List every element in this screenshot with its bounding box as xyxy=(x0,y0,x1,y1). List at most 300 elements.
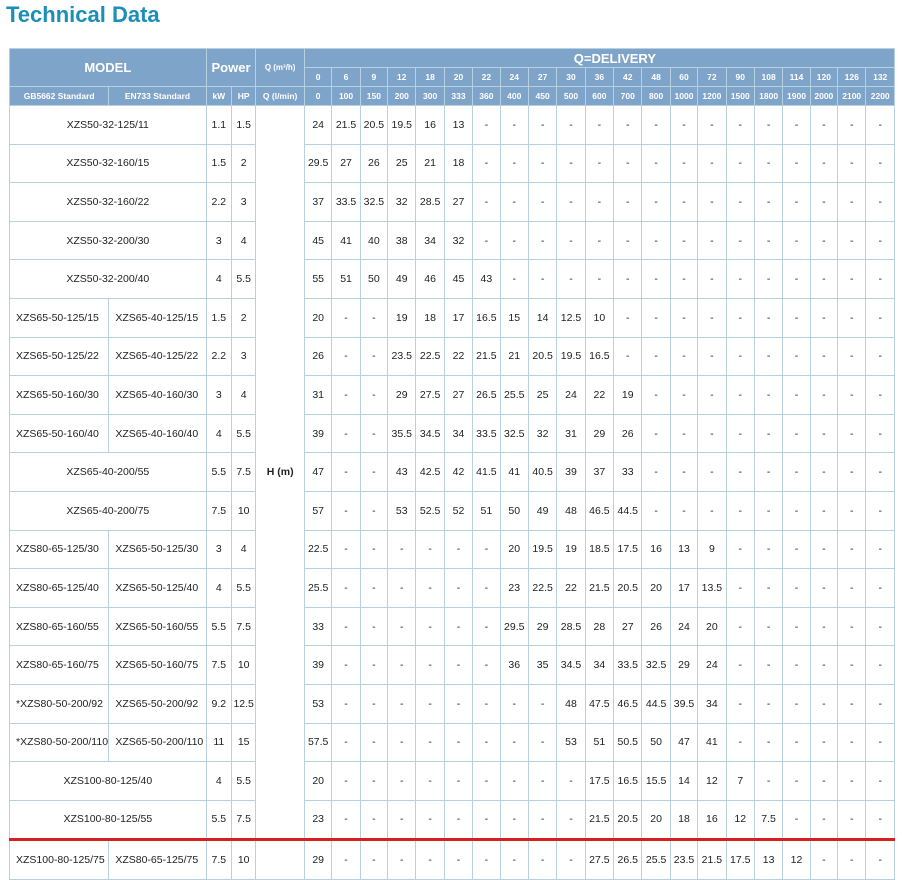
page-title: Technical Data xyxy=(6,2,160,27)
head-value-cell: - xyxy=(838,646,866,685)
head-value-cell: 20 xyxy=(642,569,670,608)
head-value-cell: 10 xyxy=(585,298,613,337)
head-value-cell: 20 xyxy=(698,607,726,646)
head-value-cell: 27.5 xyxy=(416,376,444,415)
head-value-cell: - xyxy=(528,800,556,840)
head-value-cell: - xyxy=(444,607,472,646)
head-value-cell: - xyxy=(670,491,697,530)
model-gb-cell: XZS65-50-125/15 xyxy=(10,298,109,337)
flow-lmin-row xyxy=(10,87,895,106)
head-value-cell: - xyxy=(585,221,613,260)
head-value-cell: - xyxy=(444,530,472,569)
header-q-delivery: Q=DELIVERY xyxy=(304,49,894,68)
head-value-cell: - xyxy=(332,607,360,646)
head-value-cell: 24 xyxy=(304,106,331,145)
head-value-cell: 46.5 xyxy=(585,491,613,530)
head-value-cell: - xyxy=(783,569,810,608)
model-en-cell: XZS65-40-125/15 xyxy=(109,298,206,337)
head-value-cell: - xyxy=(528,762,556,801)
flow-lmin-cell: 1800 xyxy=(754,87,782,106)
head-value-cell: 27 xyxy=(332,144,360,183)
head-value-cell: 29 xyxy=(528,607,556,646)
head-value-cell: - xyxy=(557,762,585,801)
head-value-cell: 21.5 xyxy=(473,337,500,376)
table-row xyxy=(10,106,895,145)
head-value-cell: - xyxy=(698,260,726,299)
head-value-cell: - xyxy=(810,840,837,880)
power-kw-cell: 11 xyxy=(206,723,231,762)
head-value-cell: - xyxy=(528,723,556,762)
power-kw-cell: 7.5 xyxy=(206,491,231,530)
model-gb-cell: *XZS80-50-200/92 xyxy=(10,684,109,723)
flow-lmin-cell: 450 xyxy=(528,87,556,106)
head-value-cell: - xyxy=(726,491,754,530)
model-gb-cell: XZS100-80-125/75 xyxy=(10,840,109,880)
head-value-cell: - xyxy=(698,183,726,222)
head-value-cell: - xyxy=(473,762,500,801)
flow-m3h-cell: 48 xyxy=(642,68,670,87)
power-kw-cell: 3 xyxy=(206,530,231,569)
head-value-cell: - xyxy=(585,106,613,145)
head-value-cell: - xyxy=(838,762,866,801)
head-value-cell: - xyxy=(473,569,500,608)
head-value-cell: 29 xyxy=(670,646,697,685)
head-value-cell: - xyxy=(670,183,697,222)
table-row xyxy=(10,260,895,299)
head-value-cell: 22 xyxy=(585,376,613,415)
head-value-cell: - xyxy=(754,183,782,222)
head-value-cell: - xyxy=(528,684,556,723)
head-value-cell: - xyxy=(642,414,670,453)
head-value-cell: - xyxy=(866,298,895,337)
head-value-cell: 35 xyxy=(528,646,556,685)
head-value-cell: - xyxy=(332,453,360,492)
head-value-cell: - xyxy=(473,646,500,685)
head-value-cell: - xyxy=(332,298,360,337)
model-gb-cell: XZS80-65-125/30 xyxy=(10,530,109,569)
power-hp-cell: 7.5 xyxy=(231,800,255,840)
head-value-cell: - xyxy=(473,607,500,646)
head-value-cell: 21.5 xyxy=(585,800,613,840)
flow-lmin-cell: 360 xyxy=(473,87,500,106)
head-value-cell: 27 xyxy=(444,183,472,222)
head-value-cell: 28.5 xyxy=(557,607,585,646)
table-row xyxy=(10,414,895,453)
head-value-cell: 33.5 xyxy=(332,183,360,222)
head-value-cell: - xyxy=(332,414,360,453)
head-value-cell: - xyxy=(614,106,642,145)
head-value-cell: - xyxy=(783,491,810,530)
head-value-cell: 34.5 xyxy=(557,646,585,685)
head-value-cell: 32 xyxy=(528,414,556,453)
head-value-cell: 29 xyxy=(304,840,331,880)
head-value-cell: - xyxy=(528,221,556,260)
head-value-cell: - xyxy=(500,106,528,145)
head-value-cell: - xyxy=(838,144,866,183)
head-value-cell: - xyxy=(810,800,837,840)
flow-lmin-cell: 200 xyxy=(388,87,416,106)
power-hp-cell: 12.5 xyxy=(231,684,255,723)
head-value-cell: 23 xyxy=(500,569,528,608)
model-gb-cell: XZS50-32-125/11 xyxy=(10,106,207,145)
head-value-cell: 55 xyxy=(304,260,331,299)
head-value-cell: 7.5 xyxy=(754,800,782,840)
head-value-cell: 44.5 xyxy=(642,684,670,723)
model-gb-cell: XZS65-40-200/75 xyxy=(10,491,207,530)
head-value-cell: - xyxy=(332,684,360,723)
head-value-cell: 53 xyxy=(304,684,331,723)
head-value-cell: 50 xyxy=(500,491,528,530)
head-value-cell: - xyxy=(866,106,895,145)
head-value-cell: 18 xyxy=(444,144,472,183)
flow-m3h-cell: 90 xyxy=(726,68,754,87)
head-value-cell: 28.5 xyxy=(416,183,444,222)
head-value-cell: - xyxy=(783,646,810,685)
head-value-cell: 38 xyxy=(388,221,416,260)
power-kw-cell: 4 xyxy=(206,260,231,299)
head-value-cell: - xyxy=(754,607,782,646)
head-value-cell: 40 xyxy=(360,221,387,260)
header-en-standard: EN733 Standard xyxy=(109,87,206,106)
head-value-cell: 26 xyxy=(642,607,670,646)
head-value-cell: 19.5 xyxy=(388,106,416,145)
head-value-cell: 20.5 xyxy=(614,800,642,840)
flow-m3h-cell: 9 xyxy=(360,68,387,87)
head-value-cell: - xyxy=(783,800,810,840)
head-value-cell: - xyxy=(726,298,754,337)
head-value-cell: - xyxy=(500,183,528,222)
head-value-cell: - xyxy=(557,106,585,145)
head-value-cell: - xyxy=(698,298,726,337)
flow-m3h-cell: 18 xyxy=(416,68,444,87)
head-value-cell: 43 xyxy=(388,453,416,492)
power-kw-cell: 5.5 xyxy=(206,800,231,840)
flow-m3h-cell: 72 xyxy=(698,68,726,87)
table-body xyxy=(10,106,895,880)
head-value-cell: - xyxy=(670,106,697,145)
head-value-cell: 21.5 xyxy=(698,840,726,880)
head-value-cell: - xyxy=(726,569,754,608)
technical-data-table xyxy=(9,48,895,880)
head-value-cell: - xyxy=(726,337,754,376)
head-value-cell: - xyxy=(614,221,642,260)
head-value-cell: - xyxy=(838,221,866,260)
head-value-cell: - xyxy=(698,491,726,530)
head-value-cell: 18.5 xyxy=(585,530,613,569)
head-value-cell: - xyxy=(473,684,500,723)
table-row xyxy=(10,530,895,569)
head-value-cell: 25.5 xyxy=(500,376,528,415)
table-row xyxy=(10,298,895,337)
table-row xyxy=(10,607,895,646)
head-value-cell: 23 xyxy=(304,800,331,840)
head-value-cell: - xyxy=(557,840,585,880)
head-value-cell: 26 xyxy=(614,414,642,453)
head-value-cell: - xyxy=(360,414,387,453)
head-value-cell: 22.5 xyxy=(304,530,331,569)
head-value-cell: - xyxy=(500,144,528,183)
head-value-cell: 20 xyxy=(304,762,331,801)
head-value-cell: - xyxy=(838,684,866,723)
flow-m3h-cell: 6 xyxy=(332,68,360,87)
head-value-cell: - xyxy=(810,530,837,569)
head-value-cell: 15 xyxy=(500,298,528,337)
head-value-cell: - xyxy=(810,106,837,145)
power-kw-cell: 4 xyxy=(206,762,231,801)
power-hp-cell: 3 xyxy=(231,337,255,376)
head-value-cell: - xyxy=(810,607,837,646)
head-value-cell: - xyxy=(783,530,810,569)
head-value-cell: - xyxy=(726,376,754,415)
head-value-cell: - xyxy=(670,337,697,376)
head-value-cell: - xyxy=(416,840,444,880)
head-value-cell: - xyxy=(810,646,837,685)
head-value-cell: - xyxy=(866,453,895,492)
head-value-cell: - xyxy=(473,183,500,222)
model-gb-cell: XZS50-32-160/15 xyxy=(10,144,207,183)
head-value-cell: - xyxy=(388,684,416,723)
model-en-cell: XZS65-50-125/40 xyxy=(109,569,206,608)
flow-lmin-cell: 600 xyxy=(585,87,613,106)
power-kw-cell: 1.5 xyxy=(206,298,231,337)
head-value-cell: - xyxy=(500,723,528,762)
head-value-cell: 50 xyxy=(360,260,387,299)
flow-lmin-cell: 0 xyxy=(304,87,331,106)
power-kw-cell: 1.5 xyxy=(206,144,231,183)
head-value-cell: - xyxy=(810,260,837,299)
head-value-cell: - xyxy=(783,414,810,453)
head-value-cell: - xyxy=(614,298,642,337)
head-value-cell: - xyxy=(360,800,387,840)
head-value-cell: - xyxy=(726,221,754,260)
head-value-cell: - xyxy=(754,491,782,530)
head-value-cell: 39.5 xyxy=(670,684,697,723)
head-value-cell: - xyxy=(557,144,585,183)
power-kw-cell: 3 xyxy=(206,376,231,415)
head-value-cell: - xyxy=(726,607,754,646)
flow-lmin-cell: 500 xyxy=(557,87,585,106)
head-value-cell: - xyxy=(473,800,500,840)
head-value-cell: - xyxy=(810,144,837,183)
head-value-cell: - xyxy=(332,337,360,376)
head-value-cell: 17 xyxy=(670,569,697,608)
head-value-cell: - xyxy=(670,376,697,415)
head-value-cell: - xyxy=(698,337,726,376)
head-value-cell: 34 xyxy=(698,684,726,723)
flow-m3h-cell: 30 xyxy=(557,68,585,87)
head-value-cell: 13.5 xyxy=(698,569,726,608)
head-value-cell: 22.5 xyxy=(528,569,556,608)
head-value-cell: 41 xyxy=(500,453,528,492)
head-value-cell: 32.5 xyxy=(500,414,528,453)
head-value-cell: 35.5 xyxy=(388,414,416,453)
head-value-cell: - xyxy=(332,800,360,840)
head-value-cell: 24 xyxy=(698,646,726,685)
head-value-cell: 17.5 xyxy=(726,840,754,880)
head-value-cell: 36 xyxy=(500,646,528,685)
head-value-cell: - xyxy=(838,800,866,840)
model-gb-cell: XZS50-32-160/22 xyxy=(10,183,207,222)
head-value-cell: - xyxy=(726,453,754,492)
flow-lmin-cell: 800 xyxy=(642,87,670,106)
flow-m3h-cell: 126 xyxy=(838,68,866,87)
flow-m3h-cell: 108 xyxy=(754,68,782,87)
head-value-cell: 34.5 xyxy=(416,414,444,453)
head-value-cell: - xyxy=(866,183,895,222)
head-value-cell: 22 xyxy=(444,337,472,376)
head-value-cell: - xyxy=(416,646,444,685)
head-value-cell: 48 xyxy=(557,684,585,723)
power-kw-cell: 3 xyxy=(206,221,231,260)
head-value-cell: 19 xyxy=(557,530,585,569)
head-value-cell: 46 xyxy=(416,260,444,299)
head-value-cell: - xyxy=(810,221,837,260)
head-value-cell: 25 xyxy=(388,144,416,183)
head-value-cell: - xyxy=(388,840,416,880)
head-value-cell: - xyxy=(642,298,670,337)
head-value-cell: - xyxy=(642,376,670,415)
head-value-cell: - xyxy=(810,684,837,723)
head-value-cell: - xyxy=(642,183,670,222)
head-value-cell: - xyxy=(500,221,528,260)
head-value-cell: - xyxy=(473,530,500,569)
head-value-cell: - xyxy=(332,530,360,569)
head-value-cell: - xyxy=(838,723,866,762)
head-value-cell: 33.5 xyxy=(614,646,642,685)
power-hp-cell: 2 xyxy=(231,144,255,183)
head-value-cell: 41 xyxy=(332,221,360,260)
head-value-cell: 49 xyxy=(388,260,416,299)
head-value-cell: 34 xyxy=(585,646,613,685)
head-value-cell: 51 xyxy=(473,491,500,530)
head-value-cell: - xyxy=(444,800,472,840)
head-value-cell: - xyxy=(388,762,416,801)
head-value-cell: - xyxy=(642,221,670,260)
head-value-cell: - xyxy=(754,723,782,762)
head-value-cell: 41.5 xyxy=(473,453,500,492)
head-value-cell: - xyxy=(416,762,444,801)
table-row xyxy=(10,840,895,880)
head-value-cell: - xyxy=(360,298,387,337)
head-value-cell: - xyxy=(726,646,754,685)
head-value-cell: 7 xyxy=(726,762,754,801)
head-value-cell: - xyxy=(670,260,697,299)
head-value-cell: 20.5 xyxy=(360,106,387,145)
head-value-cell: - xyxy=(783,221,810,260)
model-gb-cell: XZS100-80-125/55 xyxy=(10,800,207,840)
power-hp-cell: 5.5 xyxy=(231,762,255,801)
model-gb-cell: XZS80-65-160/75 xyxy=(10,646,109,685)
head-value-cell: 34 xyxy=(416,221,444,260)
model-gb-cell: XZS65-50-125/22 xyxy=(10,337,109,376)
head-value-cell: - xyxy=(810,569,837,608)
head-value-cell: - xyxy=(866,762,895,801)
header-hp: HP xyxy=(231,87,255,106)
head-value-cell: 45 xyxy=(304,221,331,260)
head-value-cell: 47 xyxy=(304,453,331,492)
head-value-cell: - xyxy=(726,106,754,145)
head-value-cell: - xyxy=(388,646,416,685)
model-gb-cell: *XZS80-50-200/110 xyxy=(10,723,109,762)
head-value-cell: 18 xyxy=(670,800,697,840)
head-value-cell: - xyxy=(500,684,528,723)
head-value-cell: - xyxy=(783,723,810,762)
head-value-cell: - xyxy=(783,260,810,299)
head-value-cell: 26 xyxy=(360,144,387,183)
head-value-cell: 24 xyxy=(557,376,585,415)
model-gb-cell: XZS65-50-160/30 xyxy=(10,376,109,415)
head-value-cell: - xyxy=(838,530,866,569)
head-value-cell: - xyxy=(698,453,726,492)
flow-m3h-cell: 20 xyxy=(444,68,472,87)
head-value-cell: - xyxy=(726,723,754,762)
head-value-cell: - xyxy=(473,221,500,260)
head-value-cell: - xyxy=(557,800,585,840)
head-value-cell: - xyxy=(754,260,782,299)
head-value-cell: - xyxy=(388,723,416,762)
power-hp-cell: 10 xyxy=(231,646,255,685)
model-en-cell: XZS65-50-125/30 xyxy=(109,530,206,569)
head-value-cell: - xyxy=(360,684,387,723)
head-value-cell: - xyxy=(754,221,782,260)
head-value-cell: 47.5 xyxy=(585,684,613,723)
head-value-cell: 17 xyxy=(444,298,472,337)
head-value-cell: - xyxy=(838,453,866,492)
head-value-cell: - xyxy=(585,183,613,222)
head-value-cell: - xyxy=(332,762,360,801)
header-kw: kW xyxy=(206,87,231,106)
head-value-cell: - xyxy=(698,106,726,145)
head-value-cell: - xyxy=(416,607,444,646)
head-value-cell: - xyxy=(866,723,895,762)
head-value-cell: - xyxy=(866,414,895,453)
head-value-cell: - xyxy=(528,144,556,183)
table-row xyxy=(10,144,895,183)
flow-lmin-cell: 1200 xyxy=(698,87,726,106)
head-value-cell: 29.5 xyxy=(304,144,331,183)
head-value-cell: - xyxy=(614,183,642,222)
head-value-cell: 49 xyxy=(528,491,556,530)
header-model: MODEL xyxy=(10,49,207,87)
power-kw-cell: 5.5 xyxy=(206,607,231,646)
power-kw-cell: 4 xyxy=(206,569,231,608)
table-row xyxy=(10,684,895,723)
head-value-cell: - xyxy=(783,144,810,183)
power-hp-cell: 7.5 xyxy=(231,453,255,492)
head-value-cell: - xyxy=(866,376,895,415)
flow-m3h-cell: 132 xyxy=(866,68,895,87)
head-value-cell: - xyxy=(388,569,416,608)
head-value-cell: - xyxy=(838,260,866,299)
head-value-cell: 29 xyxy=(388,376,416,415)
head-value-cell: - xyxy=(783,607,810,646)
head-value-cell: - xyxy=(866,607,895,646)
head-value-cell: 47 xyxy=(670,723,697,762)
head-value-cell: - xyxy=(360,453,387,492)
head-value-cell: 16.5 xyxy=(473,298,500,337)
head-value-cell: 37 xyxy=(304,183,331,222)
head-value-cell: - xyxy=(500,800,528,840)
head-value-cell: 18 xyxy=(416,298,444,337)
head-value-cell: - xyxy=(642,260,670,299)
head-value-cell: - xyxy=(754,337,782,376)
model-gb-cell: XZS50-32-200/30 xyxy=(10,221,207,260)
head-value-cell: 57 xyxy=(304,491,331,530)
head-value-cell: 33 xyxy=(614,453,642,492)
head-value-cell: 23.5 xyxy=(388,337,416,376)
head-value-cell: 20 xyxy=(642,800,670,840)
head-value-cell: - xyxy=(444,646,472,685)
